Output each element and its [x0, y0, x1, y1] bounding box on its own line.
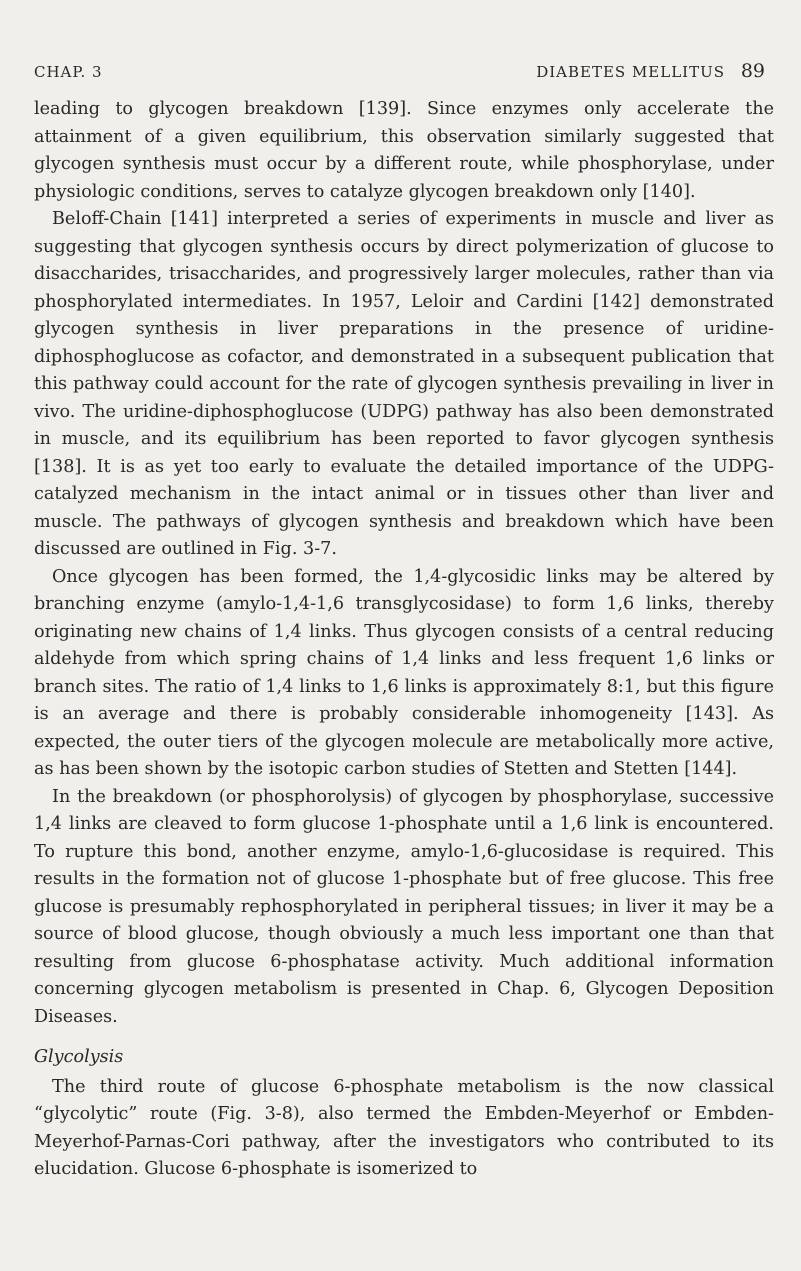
paragraph-phosphorolysis: In the breakdown (or phosphorolysis) of glycogen by phosphorylase, successive 1,4 links are cleaved to form glucose 1-phosphate until a 1,6 link is encountered. To rupture this bond, another enzyme, amylo-1,6-glucosidase is required. This results in the formation not of glucose 1-phosphate but of free glucose. This free glucose is presumably rephosphorylated in peripheral tissues; in liver it may be a source of blood glucose, though obviously a much less important one than that resulting from glucose 6-phosphatase activity. Much additional information concerning glycogen metabolism is presented in Chap. 6, Glycogen Deposition Diseases. [34, 786, 774, 1027]
paragraph-branching-enzyme: Once glycogen has been formed, the 1,4-glycosidic links may be altered by branching enzyme (amylo-1,4-1,6 transglycosidase) to form 1,6 links, thereby originating new chains of 1,4 links. Thus glycogen consists of a central reducing aldehyde from which spring chains of 1,4 links and less frequent 1,6 links or branch sites. The ratio of 1,4 links to 1,6 links is approximately 8:1, but this figure is an average and there is probably considerable inhomogeneity [143]. As expected, the outer tiers of the glycogen molecule are metabolically more active, as has been shown by the isotopic carbon studies of Stetten and Stetten [144]. [34, 566, 774, 779]
running-title: DIABETES MELLITUS [536, 63, 726, 81]
running-header [34, 60, 765, 82]
paragraph-continued: leading to glycogen breakdown [139]. Since enzymes only accelerate the attainment of a given equilibrium, this observation similarly suggested that glycogen synthesis must occur by a different route, while phosphorylase, under physiologic conditions, serves to catalyze glycogen breakdown only [140]. [34, 99, 774, 202]
paragraph-glycolytic-route: The third route of glucose 6-phosphate metabolism is the now classical “glycolytic” route (Fig. 3-8), also termed the Embden-Meyerhof or Embden-Meyerhof-Parnas-Cori pathway, after the investigators who contributed to its elucidation. Glucose 6-phosphate is isomerized to [34, 1076, 774, 1179]
paragraph-beloff-chain: Beloff-Chain [141] interpreted a series of experiments in muscle and liver as suggesting that glycogen synthesis occurs by direct polymerization of glucose to disaccharides, trisaccharides, and progressively larger molecules, rather than via phosphorylated intermediates. In 1957, Leloir and Cardini [142] demonstrated glycogen synthesis in liver preparations in the presence of uridine-diphosphoglucose as cofactor, and demonstrated in a subsequent publication that this pathway could account for the rate of glycogen synthesis prevailing in liver in vivo. The uridine-diphosphoglucose (UDPG) pathway has also been demonstrated in muscle, and its equilibrium has been reported to favor glycogen synthesis [138]. It is as yet too early to evaluate the detailed importance of the UDPG-catalyzed mechanism in the intact animal or in tissues other than liver and muscle. The pathways of glycogen synthesis and breakdown which have been discussed are outlined in Fig. 3-7. [34, 209, 774, 559]
running-title-group [536, 60, 765, 82]
page-number: 89 [740, 60, 765, 82]
chapter-label: CHAP. 3 [34, 63, 103, 81]
section-heading-glycolysis: Glycolysis [34, 1047, 124, 1067]
body-text [34, 96, 774, 1184]
